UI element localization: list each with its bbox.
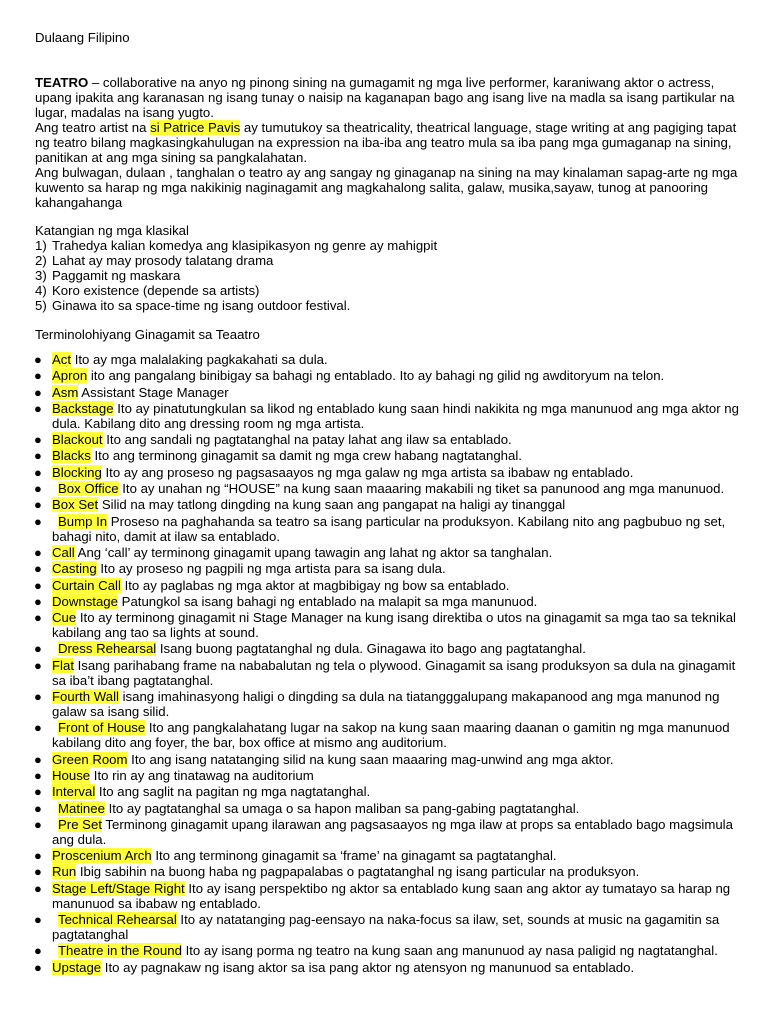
term-item — [35, 432, 748, 447]
classics-item-number: 5) — [35, 298, 47, 313]
term-highlight: Call — [52, 544, 75, 560]
term-definition: Ito rin ay ang tinatawag na auditorium — [90, 767, 314, 783]
term-highlight: Asm — [52, 384, 79, 400]
bullet-icon: ● — [34, 610, 42, 626]
term-item — [35, 864, 748, 879]
term-definition: Ibig sabihin na buong haba ng pagpapalabas o pagtatanghal ng isang particular na produksyon. — [76, 864, 640, 880]
term-highlight: Box Set — [52, 497, 99, 513]
teatro-term: TEATRO — [35, 75, 89, 90]
bullet-icon: ● — [34, 400, 42, 416]
intro-paragraph-teatro — [35, 75, 748, 120]
term-definition: Proseso na paghahanda sa teatro sa isang particular na produksyon. Kabilang nito ang pagbubuo ng set, bahagi nito, damit at ilaw sa entablado. — [52, 513, 726, 544]
term-item — [35, 545, 748, 560]
pavis-prefix: Ang teatro artist na — [35, 120, 151, 135]
term-item — [35, 943, 748, 958]
terms-heading: Terminolohiyang Ginagamit sa Teaatro — [35, 327, 260, 342]
term-item — [35, 448, 748, 463]
bullet-icon: ● — [34, 751, 42, 767]
bullet-icon: ● — [34, 481, 42, 497]
terms-list — [35, 352, 748, 975]
term-highlight: Front of House — [58, 720, 146, 736]
bullet-icon: ● — [34, 959, 42, 975]
bullet-icon: ● — [34, 384, 42, 400]
term-definition: Ito ang saglit na pagitan ng mga nagtatanghal. — [95, 784, 371, 800]
term-item — [35, 912, 748, 942]
term-definition: Ito ang terminong ginagamit sa ‘frame’ na ginagamt sa pagtatanghal. — [151, 848, 557, 864]
pavis-text: ay tumutukoy sa theatricality, theatrical language, stage writing at ang pagiging tapat ng teatro bilang magkasingkahulugan na expression na iba-iba ang teatro mula sa iba pang mga gumaganap na sining, panitikan at ang mga sining sa pangkalahatan. — [35, 120, 737, 165]
term-item — [35, 641, 748, 656]
term-highlight: Proscenium Arch — [52, 848, 152, 864]
classics-item — [35, 298, 748, 313]
term-item — [35, 801, 748, 816]
term-highlight: Dress Rehearsal — [58, 641, 157, 657]
classics-item-text: Paggamit ng maskara — [52, 268, 181, 283]
term-definition: Ito ay isang porma ng teatro na kung saan ang manunuod ay nasa paligid ng nagtatanghal. — [181, 943, 718, 959]
term-item — [35, 960, 748, 975]
term-highlight: Blackout — [52, 432, 103, 448]
classics-heading: Katangian ng mga klasikal — [35, 223, 189, 238]
term-item — [35, 610, 748, 640]
term-definition: Ito ay isang perspektibo ng aktor sa entablado kung saan ang aktor ay tumatayo sa harap ng manunuod sa ibabaw ng entablado. — [52, 880, 731, 911]
classics-item-text: Lahat ay may prosody talatang drama — [52, 253, 274, 268]
term-highlight: Blacks — [52, 448, 91, 464]
bullet-icon: ● — [34, 912, 42, 928]
term-highlight: Flat — [52, 657, 74, 673]
term-definition: Ito ang terminong ginagamit sa damit ng mga crew habang nagtatanghal. — [90, 448, 522, 464]
term-highlight: Casting — [52, 561, 97, 577]
term-definition: Ito ay ang proseso ng pagsasaayos ng mga galaw ng mga artista sa ibabaw ng entablado. — [101, 464, 634, 480]
term-item — [35, 401, 748, 431]
term-item — [35, 784, 748, 799]
term-highlight: Run — [52, 864, 77, 880]
term-item — [35, 881, 748, 911]
bullet-icon: ● — [34, 497, 42, 513]
bullet-icon: ● — [34, 352, 42, 367]
classics-list — [35, 238, 748, 313]
bullet-icon: ● — [34, 848, 42, 864]
bullet-icon: ● — [34, 577, 42, 593]
term-highlight: Apron — [52, 368, 88, 384]
term-item — [35, 658, 748, 688]
intro-paragraph-pavis — [35, 120, 748, 165]
classics-item-text: Koro existence (depende sa artists) — [52, 283, 260, 298]
term-highlight: Pre Set — [58, 816, 102, 832]
term-definition: ito ang pangalang binibigay sa bahagi ng entablado. Ito ay bahagi ng gilid ng awditoryum na telon. — [87, 368, 665, 384]
bullet-icon: ● — [34, 864, 42, 880]
term-item — [35, 368, 748, 383]
bullet-icon: ● — [34, 816, 42, 832]
bullet-icon: ● — [34, 448, 42, 464]
term-highlight: Act — [52, 352, 72, 367]
term-definition: Ito ay terminong ginagamit ni Stage Manager na kung isang direktiba o utos na ginagamit sa mga tao sa teknikal kabilang ang tao sa lights at sound. — [52, 610, 736, 641]
term-definition: Patungkol sa isang bahagi ng entablado na malapit sa mga manunuod. — [117, 593, 538, 609]
term-item — [35, 720, 748, 750]
term-item — [35, 514, 748, 544]
term-highlight: Downstage — [52, 593, 118, 609]
term-item — [35, 752, 748, 767]
bullet-icon: ● — [34, 657, 42, 673]
term-highlight: Blocking — [52, 464, 102, 480]
term-item — [35, 578, 748, 593]
term-item — [35, 689, 748, 719]
classics-item-number: 2) — [35, 253, 47, 268]
term-definition: Ito ay proseso ng pagpili ng mga artista para sa isang dula. — [96, 561, 446, 577]
bullet-icon: ● — [34, 464, 42, 480]
bullet-icon: ● — [34, 767, 42, 783]
document-title: Dulaang Filipino — [35, 30, 130, 45]
bullet-icon: ● — [34, 689, 42, 705]
term-highlight: Theatre in the Round — [58, 943, 182, 959]
bullet-icon: ● — [34, 943, 42, 959]
term-highlight: Green Room — [52, 751, 128, 767]
term-highlight: Box Office — [58, 481, 119, 497]
term-item — [35, 561, 748, 576]
term-definition: Ito ay pinatutungkulan sa likod ng entablado kung saan hindi nakikita ng mga manunuod ang mga aktor ng dula. Kabilang dito ang dressing room ng mga artista. — [52, 400, 739, 431]
bullet-icon: ● — [34, 720, 42, 736]
bullet-icon: ● — [34, 800, 42, 816]
bullet-icon: ● — [34, 513, 42, 529]
classics-item — [35, 253, 748, 268]
term-highlight: Upstage — [52, 959, 102, 975]
term-definition: Terminong ginagamit upang ilarawan ang pagsasaayos ng mga ilaw at props sa entablado bago magsimula ang dula. — [52, 816, 733, 847]
term-highlight: Backstage — [52, 400, 114, 416]
classics-item-text: Trahedya kalian komedya ang klasipikasyon ng genre ay mahigpit — [52, 238, 438, 253]
term-item — [35, 465, 748, 480]
term-item — [35, 817, 748, 847]
bullet-icon: ● — [34, 544, 42, 560]
term-item — [35, 481, 748, 496]
term-definition: Ito ay paglabas ng mga aktor at magbibigay ng bow sa entablado. — [120, 577, 510, 593]
classics-item-number: 1) — [35, 238, 47, 253]
term-highlight: Stage Left/Stage Right — [52, 880, 185, 896]
term-item — [35, 768, 748, 783]
term-definition: Ito ang isang natatanging silid na kung saan maaaring mag-unwind ang mga aktor. — [127, 751, 614, 767]
bullet-icon: ● — [34, 432, 42, 448]
term-definition: Ito ay unahan ng “HOUSE” na kung saan maaaring makabili ng tiket sa panunood ang mga manunuod. — [118, 481, 725, 497]
term-definition: Ito ay natatanging pag-eensayo na naka-focus sa ilaw, set, sounds at music na gagamitin sa pagtatanghal — [52, 912, 720, 943]
term-item — [35, 848, 748, 863]
pavis-highlight: si Patrice Pavis — [150, 120, 241, 135]
term-definition: Assistant Stage Manager — [78, 384, 229, 400]
term-definition: Ito ay mga malalaking pagkakahati sa dula. — [71, 352, 328, 367]
term-definition: Silid na may tatlong dingding na kung saan ang pangapat na haligi ay tinanggal — [98, 497, 566, 513]
bullet-icon: ● — [34, 593, 42, 609]
bullet-icon: ● — [34, 784, 42, 800]
intro-paragraph-bulwagan: Ang bulwagan, dulaan , tanghalan o teatro ay ang sangay ng ginaganap na sining na may kinalaman sapag-arte ng mga kuwento sa harap ng mga nakikinig naginagamit ang magkahalong salita, galaw, musika,sayaw, tunog at panooring kahangahanga — [35, 165, 738, 210]
term-definition: isang imahinasyong haligi o dingding sa dula na tiatangggalupang makapanood ang mga manunod ng galaw sa isang silid. — [52, 689, 720, 720]
term-highlight: Fourth Wall — [52, 689, 119, 705]
term-highlight: Interval — [52, 784, 96, 800]
term-item — [35, 352, 748, 367]
term-item — [35, 497, 748, 512]
term-highlight: Bump In — [58, 513, 108, 529]
bullet-icon: ● — [34, 880, 42, 896]
term-highlight: Matinee — [58, 800, 105, 816]
term-definition: Ito ang pangkalahatang lugar na sakop na kung saan maaring daanan o gamitin ng mga manunuod kabilang dito ang foyer, the bar, box office at mismo ang auditorium. — [52, 720, 730, 751]
classics-item-number: 3) — [35, 268, 47, 283]
term-definition: Ang ‘call’ ay terminong ginagamit upang tawagin ang lahat ng aktor sa tanghalan. — [74, 544, 553, 560]
term-highlight: Technical Rehearsal — [58, 912, 177, 928]
bullet-icon: ● — [34, 641, 42, 657]
bullet-icon: ● — [34, 368, 42, 384]
term-definition: Isang parihabang frame na nababalutan ng tela o plywood. Ginagamit sa isang produksyon sa dula na ginagamit sa iba’t ibang pagtatanghal. — [52, 657, 736, 688]
bullet-icon: ● — [34, 561, 42, 577]
term-item — [35, 594, 748, 609]
classics-item-number: 4) — [35, 283, 47, 298]
term-definition: Ito ang sandali ng pagtatanghal na patay lahat ang ilaw sa entablado. — [102, 432, 512, 448]
classics-item — [35, 283, 748, 298]
teatro-definition: – collaborative na anyo ng pinong sining na gumagamit ng mga live performer, karaniwang aktor o actress, upang ipakita ang karanasan ng isang tunay o naisip na kaganapan bago ang isang live na madla sa isang partikular na lugar, madalas na isang yugto. — [35, 75, 735, 120]
term-definition: Isang buong pagtatanghal ng dula. Ginagawa ito bago ang pagtatanghal. — [156, 641, 586, 657]
term-highlight: Curtain Call — [52, 577, 121, 593]
classics-item — [35, 238, 748, 253]
term-highlight: Cue — [52, 610, 77, 626]
classics-item — [35, 268, 748, 283]
term-highlight: House — [52, 767, 91, 783]
term-definition: Ito ay pagnakaw ng isang aktor sa isa pang aktor ng atensyon ng manunuod sa entablado. — [101, 959, 635, 975]
classics-item-text: Ginawa ito sa space-time ng isang outdoor festival. — [52, 298, 351, 313]
term-item — [35, 385, 748, 400]
term-definition: Ito ay pagtatanghal sa umaga o sa hapon maliban sa pang-gabing pagtatanghal. — [104, 800, 580, 816]
